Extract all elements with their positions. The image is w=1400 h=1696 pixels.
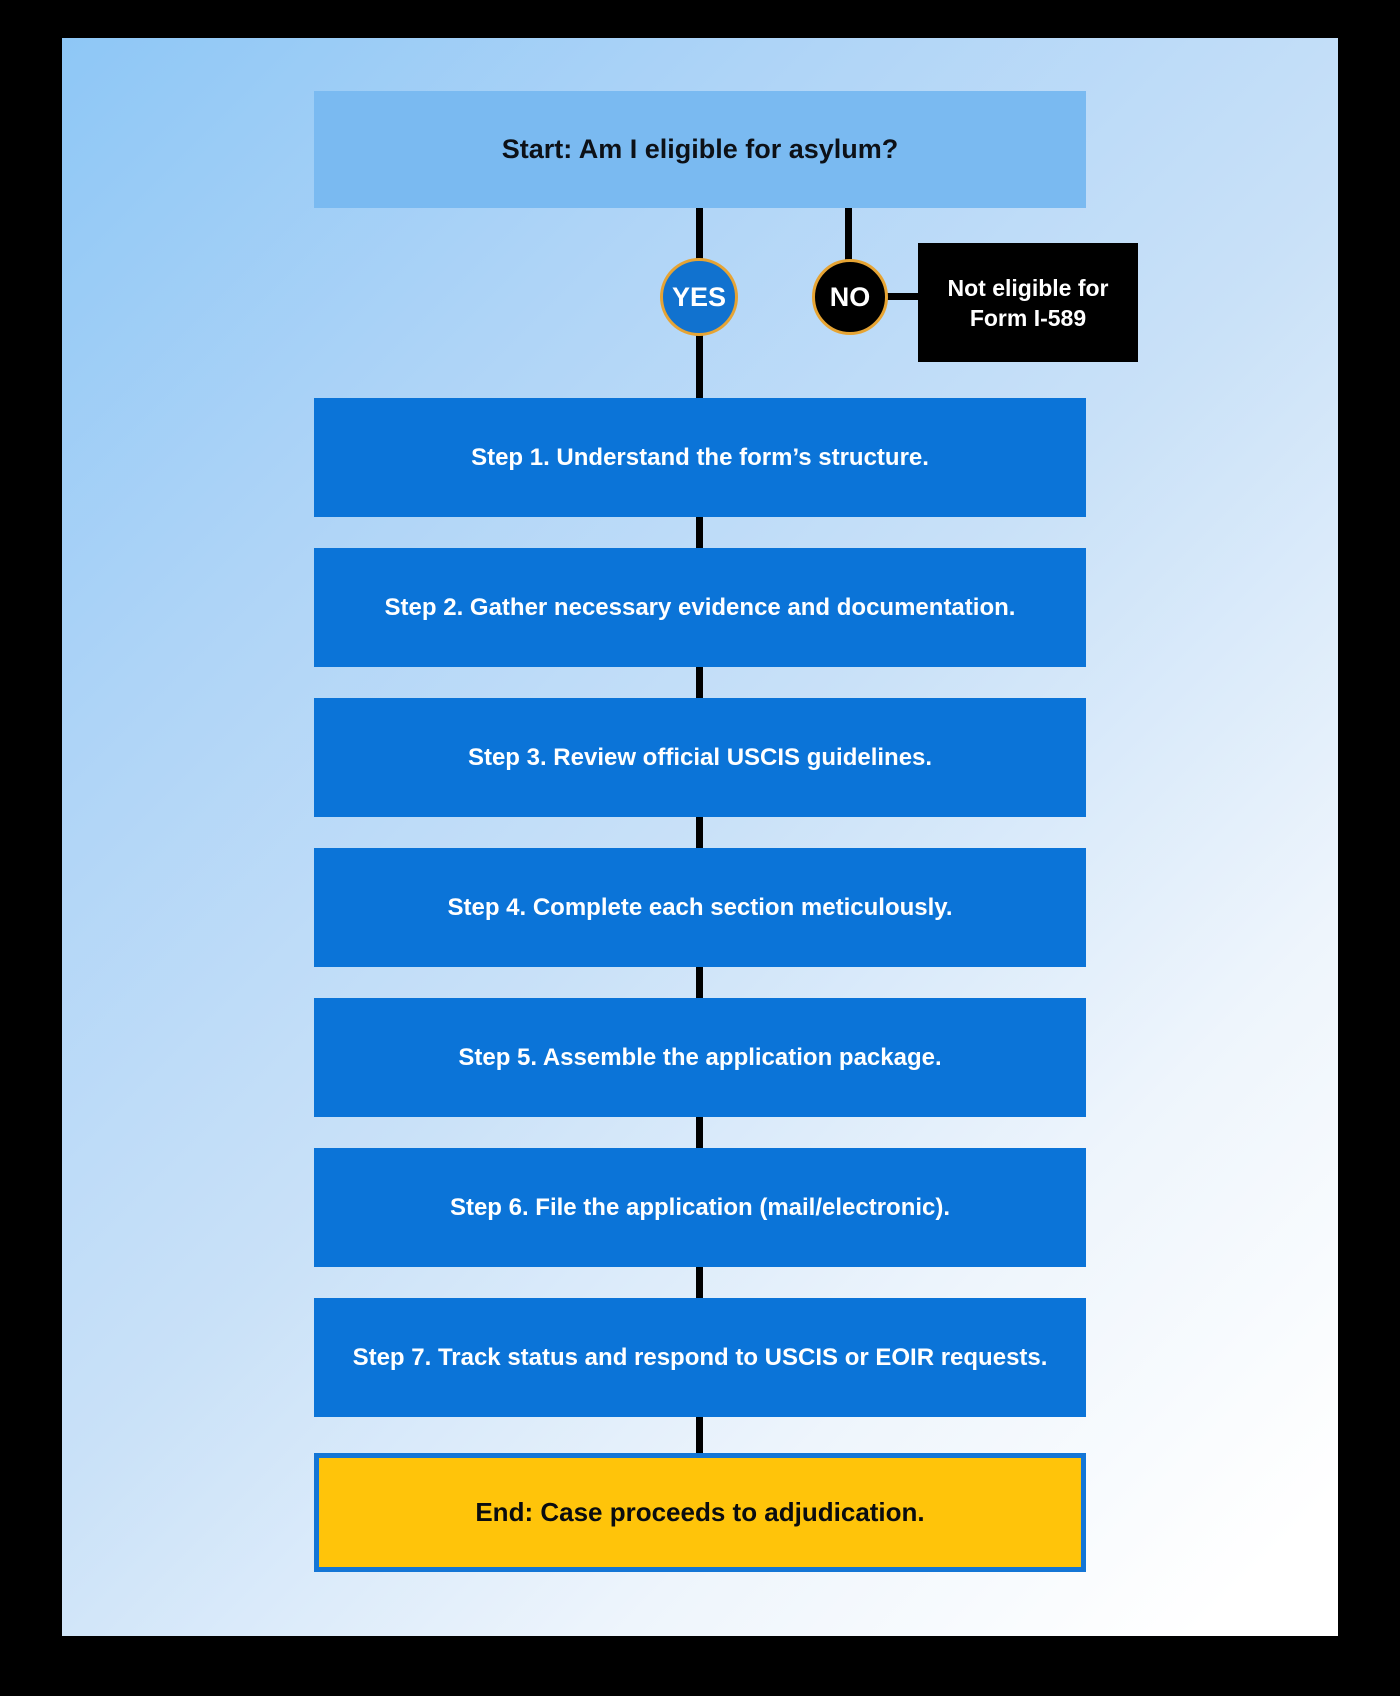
step-2-label: Step 2. Gather necessary evidence and documentation. xyxy=(384,593,1016,621)
step-1-label: Step 1. Understand the form’s structure. xyxy=(471,443,929,471)
step-4-node xyxy=(314,848,1086,967)
step-6-label: Step 6. File the application (mail/electronic). xyxy=(449,1193,951,1221)
end-node xyxy=(314,1453,1086,1572)
yes-badge-label: YES xyxy=(671,281,727,312)
step-5-label: Step 5. Assemble the application package. xyxy=(458,1043,942,1071)
step-5-node xyxy=(314,998,1086,1117)
start-label: Start: Am I eligible for asylum? xyxy=(501,134,899,164)
start-node xyxy=(314,91,1086,208)
step-3-label: Step 3. Review official USCIS guidelines. xyxy=(467,743,933,771)
not-eligible-node xyxy=(918,243,1138,362)
step-7-label: Step 7. Track status and respond to USCIS or EOIR requests. xyxy=(352,1343,1048,1371)
connector-no-to-outcome xyxy=(882,293,922,300)
no-badge xyxy=(812,259,888,335)
step-2-node xyxy=(314,548,1086,667)
flowchart-canvas xyxy=(62,38,1338,1636)
end-label: End: Case proceeds to adjudication. xyxy=(475,1497,925,1527)
connector-start-to-no xyxy=(845,208,852,266)
step-4-label: Step 4. Complete each section meticulously. xyxy=(447,893,953,921)
yes-badge xyxy=(660,258,738,336)
step-7-node xyxy=(314,1298,1086,1417)
no-badge-label: NO xyxy=(829,281,871,312)
not-eligible-line2: Form I-589 xyxy=(969,304,1087,331)
not-eligible-line1: Not eligible for xyxy=(947,274,1109,301)
step-3-node xyxy=(314,698,1086,817)
step-6-node xyxy=(314,1148,1086,1267)
step-1-node xyxy=(314,398,1086,517)
